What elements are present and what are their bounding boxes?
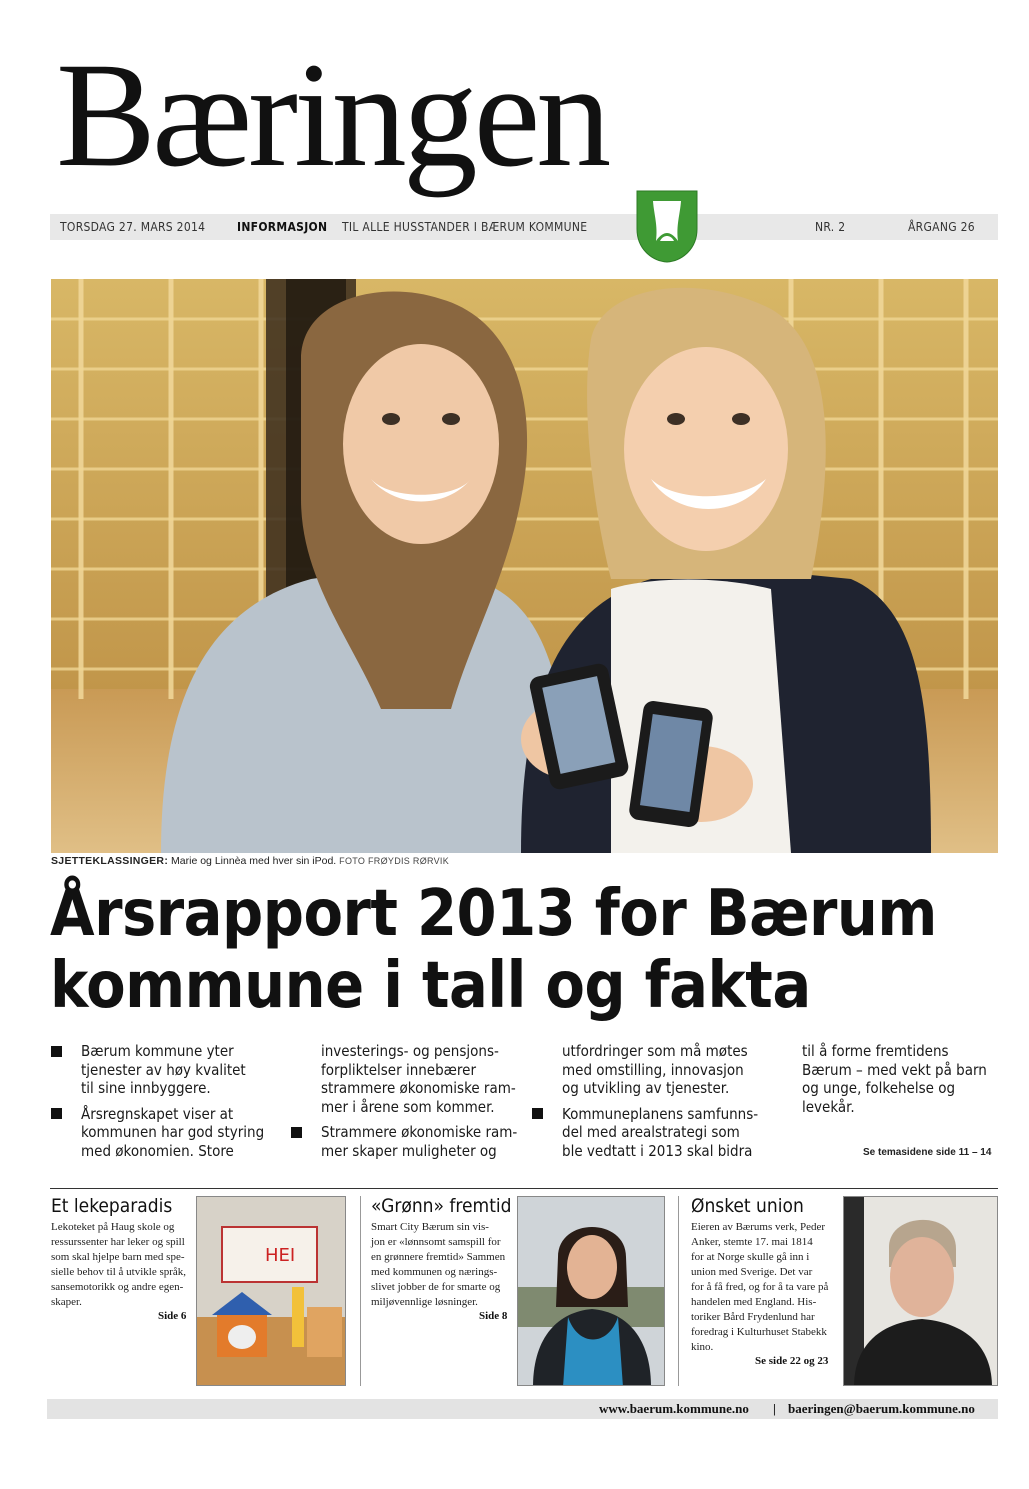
footer-separator: | <box>773 1401 776 1416</box>
headline-line-2: kommune i tall og fakta <box>50 949 811 1023</box>
hei-sign-text: HEI <box>265 1245 296 1266</box>
lead-line: ble vedtatt i 2013 skal bidra <box>562 1141 753 1160</box>
teaser-line: sansemotorikk og andre egen- <box>51 1281 184 1293</box>
lead-line: til sine innbyggere. <box>81 1079 211 1097</box>
lead-line: mer skaper muligheter og <box>321 1141 497 1160</box>
teaser-line: Eieren av Bærums verk, Peder <box>691 1221 826 1233</box>
teaser-line: foredrag i Kulturhuset Stabekk <box>691 1326 827 1338</box>
teaser-line: miljøvennlige løsninger. <box>371 1296 478 1308</box>
lead-line: mer i årene som kommer. <box>321 1097 495 1116</box>
masthead-title: Bæringen <box>56 32 608 198</box>
lead-column-1 <box>51 1042 281 1160</box>
column-divider <box>360 1196 361 1386</box>
caption-text: Marie og Linnèa med hver sin iPod. <box>171 855 337 867</box>
headline-line-1: Årsrapport 2013 for Bærum <box>50 877 937 951</box>
footer-bar <box>47 1399 998 1419</box>
see-theme-pages[interactable]: Se temasidene side 11 – 14 <box>863 1147 992 1158</box>
teaser-title[interactable]: «Grønn» fremtid <box>371 1195 512 1217</box>
teaser-page-ref[interactable]: Se side 22 og 23 <box>755 1355 829 1367</box>
teaser-line: handelen med England. His- <box>691 1296 817 1308</box>
teaser-body <box>691 1220 837 1355</box>
lead-line: levekår. <box>802 1097 855 1116</box>
lead-line: forpliktelser innebærer <box>321 1060 476 1079</box>
lead-line: og unge, folkehelse og <box>802 1079 956 1097</box>
bullet-square-icon <box>291 1127 302 1138</box>
teaser-line: jon er «lønnsomt samspill for <box>371 1236 501 1248</box>
info-bar <box>50 214 998 240</box>
teaser-page-ref[interactable]: Side 8 <box>479 1310 508 1322</box>
portrait-photo <box>517 1196 665 1386</box>
teaser-line: med kommunen og nærings- <box>371 1266 498 1278</box>
website-link[interactable]: www.baerum.kommune.no <box>599 1401 749 1416</box>
volume-number: ÅRGANG 26 <box>908 220 975 234</box>
issue-number: NR. 2 <box>815 220 846 234</box>
lead-line: Kommuneplanens samfunns- <box>562 1104 759 1123</box>
column-divider <box>678 1196 679 1386</box>
lead-column-2 <box>291 1042 521 1160</box>
teaser-title[interactable]: Ønsket union <box>691 1195 804 1217</box>
teaser-title[interactable]: Et lekeparadis <box>51 1195 173 1217</box>
lead-line: til å forme fremtidens <box>802 1042 949 1060</box>
teaser-line: som skal hjelpe barn med spe- <box>51 1251 185 1263</box>
teaser-line: for at Norge skulle gå inn i <box>691 1251 810 1263</box>
historian-photo <box>843 1196 998 1386</box>
issue-date: TORSDAG 27. MARS 2014 <box>60 220 206 234</box>
section-divider <box>50 1188 998 1189</box>
lead-line: Strammere økonomiske ram- <box>321 1123 518 1141</box>
teaser-line: Smart City Bærum sin vis- <box>371 1221 489 1233</box>
lead-line: Bærum kommune yter <box>81 1042 234 1060</box>
lead-line: og utvikling av tjenester. <box>562 1079 730 1097</box>
teaser-line: kino. <box>691 1341 714 1353</box>
lead-line: med økonomien. Store <box>81 1141 234 1160</box>
toy-library-photo <box>196 1196 346 1386</box>
photo-credit: FOTO FRØYDIS RØRVIK <box>339 856 450 866</box>
caption-label: SJETTEKLASSINGER: <box>51 855 169 867</box>
info-label: INFORMASJON <box>237 220 328 234</box>
lead-line: tjenester av høy kvalitet <box>81 1060 246 1079</box>
lead-line: Bærum – med vekt på barn <box>802 1060 987 1079</box>
bullet-square-icon <box>51 1046 62 1057</box>
baerum-crest-icon <box>636 189 698 263</box>
teaser-line: for å få fred, og for å ta vare på <box>691 1281 829 1293</box>
lead-column-3 <box>532 1042 772 1160</box>
main-headline <box>50 878 1010 1022</box>
photo-caption <box>51 855 449 867</box>
teaser-line: Lekoteket på Haug skole og <box>51 1221 175 1233</box>
lead-line: utfordringer som må møtes <box>562 1042 748 1060</box>
lead-line: investerings- og pensjons- <box>321 1042 499 1060</box>
teaser-line: en grønnere fremtid» Sammen <box>371 1251 506 1263</box>
lead-line: med omstilling, innovasjon <box>562 1060 744 1079</box>
teaser-body <box>371 1220 510 1310</box>
teaser-body <box>51 1220 191 1310</box>
teaser-line: slivet jobber de for smarte og <box>371 1281 501 1293</box>
email-link[interactable]: baeringen@baerum.kommune.no <box>788 1401 975 1416</box>
hero-photo <box>51 279 998 853</box>
lead-line: strammere økonomiske ram- <box>321 1079 516 1097</box>
teaser-line: skaper. <box>51 1296 82 1308</box>
teaser-line: ressurssenter har leker og spill <box>51 1236 185 1248</box>
lead-line: del med arealstrategi som <box>562 1123 740 1141</box>
bullet-square-icon <box>51 1108 62 1119</box>
bullet-square-icon <box>532 1108 543 1119</box>
lead-column-4 <box>802 1042 1002 1116</box>
teaser-line: sielle behov til å utvikle språk, <box>51 1266 187 1278</box>
lead-line: Årsregnskapet viser at <box>81 1104 234 1123</box>
teaser-line: union med Sverige. Det var <box>691 1266 813 1278</box>
info-text: TIL ALLE HUSSTANDER I BÆRUM KOMMUNE <box>342 220 588 234</box>
teaser-page-ref[interactable]: Side 6 <box>158 1310 187 1322</box>
teaser-line: Anker, stemte 17. mai 1814 <box>691 1236 813 1248</box>
lead-line: kommunen har god styring <box>81 1123 265 1141</box>
teaser-line: toriker Bård Frydenlund har <box>691 1311 815 1323</box>
